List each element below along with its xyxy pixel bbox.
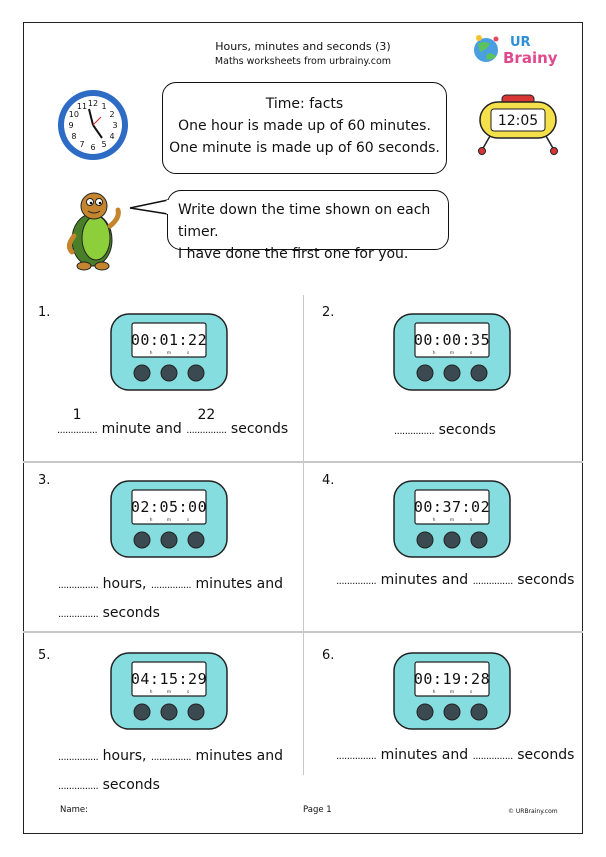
- answer-blank[interactable]: ...............: [394, 426, 435, 437]
- timer-button[interactable]: [134, 365, 150, 381]
- timer-unit-label: m: [166, 690, 172, 695]
- worksheet-subtitle: Maths worksheets from urbrainy.com: [214, 56, 392, 67]
- answer-blank[interactable]: ...............: [336, 751, 377, 762]
- answer-text: minutes and: [195, 748, 284, 764]
- instruction-line-1: Write down the time shown on each timer.: [178, 202, 431, 240]
- facts-line-1: One hour is made up of 60 minutes.: [178, 118, 431, 134]
- clock-number: 3: [112, 121, 118, 130]
- timer-button[interactable]: [444, 704, 460, 720]
- answer-text: minutes and: [380, 747, 469, 763]
- answer-line: [336, 572, 574, 588]
- instruction-speech-bubble: [167, 190, 449, 262]
- timer-unit-label: h: [432, 690, 436, 695]
- timer-button[interactable]: [161, 704, 177, 720]
- timer-button[interactable]: [471, 704, 487, 720]
- timer-button[interactable]: [188, 365, 204, 381]
- digital-timer: [393, 480, 511, 558]
- clock-number: 9: [68, 121, 74, 130]
- timer-button[interactable]: [161, 365, 177, 381]
- clock-number: 10: [68, 110, 79, 119]
- answer-text: minutes and: [195, 576, 284, 592]
- answer-line: [336, 747, 574, 763]
- question-number: 4.: [322, 473, 335, 488]
- timer-display: 02:05:00: [130, 498, 208, 516]
- grid-divider-vertical: [303, 295, 304, 775]
- timer-button[interactable]: [471, 532, 487, 548]
- timer-display: 04:15:29: [130, 670, 208, 688]
- timer-button[interactable]: [188, 532, 204, 548]
- answer-blank[interactable]: ...............: [336, 576, 377, 587]
- handwritten-answer: 1: [72, 407, 82, 423]
- answer-blank[interactable]: ...............: [58, 580, 99, 591]
- timer-button[interactable]: [417, 704, 433, 720]
- answer-text: seconds: [517, 747, 575, 763]
- worksheet-title: Hours, minutes and seconds (3): [215, 40, 391, 53]
- timer-display: 00:01:22: [130, 331, 208, 349]
- answer-blank[interactable]: ...............: [58, 609, 99, 620]
- timer-unit-label: m: [166, 518, 172, 523]
- answer-line: [58, 605, 160, 621]
- digital-timer: [110, 313, 228, 391]
- answer-text: seconds: [102, 777, 160, 793]
- grid-divider-horizontal-2: [23, 631, 583, 633]
- alarm-clock-time: 12:05: [497, 113, 539, 129]
- digital-timer: [110, 480, 228, 558]
- timer-unit-label: m: [449, 690, 455, 695]
- answer-text: minute and: [101, 421, 182, 437]
- answer-blank[interactable]: ...............: [472, 751, 513, 762]
- answer-line: [57, 407, 289, 437]
- clock-number: 7: [79, 140, 85, 150]
- clock-number: 1: [101, 101, 107, 111]
- timer-unit-label: s: [186, 690, 190, 695]
- analog-clock-icon: [55, 87, 131, 163]
- answer-text: seconds: [438, 422, 496, 438]
- timer-unit-label: s: [469, 351, 473, 356]
- timer-button[interactable]: [134, 704, 150, 720]
- timer-unit-label: h: [432, 351, 436, 356]
- timer-button[interactable]: [188, 704, 204, 720]
- timer-display: 00:00:35: [413, 331, 491, 349]
- question-number: 1.: [38, 305, 51, 320]
- logo-text-brainy: Brainy: [503, 49, 558, 67]
- answer-blank[interactable]: ...............: [57, 425, 98, 436]
- timer-unit-label: s: [469, 518, 473, 523]
- instruction-line-2: I have done the first one for you.: [178, 246, 409, 262]
- timer-unit-label: s: [186, 351, 190, 356]
- digital-timer: [110, 652, 228, 730]
- urbrainy-logo: [470, 30, 565, 70]
- timer-button[interactable]: [444, 532, 460, 548]
- facts-title: Time: facts: [265, 96, 344, 112]
- answer-text: seconds: [230, 421, 289, 437]
- digital-timer: [393, 313, 511, 391]
- timer-unit-label: m: [166, 351, 172, 356]
- question-number: 2.: [322, 305, 335, 320]
- answer-text: hours,: [102, 576, 147, 592]
- answer-text: seconds: [102, 605, 160, 621]
- timer-button[interactable]: [134, 532, 150, 548]
- timer-button[interactable]: [444, 365, 460, 381]
- timer-unit-label: m: [449, 518, 455, 523]
- turtle-mascot-icon: [60, 190, 130, 272]
- answer-line: [58, 576, 283, 592]
- answer-blank[interactable]: ...............: [150, 580, 192, 591]
- timer-unit-label: h: [149, 351, 153, 356]
- clock-number: 4: [109, 132, 115, 141]
- answer-blank[interactable]: ...............: [58, 752, 99, 763]
- answer-text: minutes and: [380, 572, 469, 588]
- timer-unit-label: s: [186, 518, 190, 523]
- timer-display: 00:19:28: [413, 670, 491, 688]
- timer-display: 00:37:02: [413, 498, 491, 516]
- grid-divider-horizontal-1: [23, 461, 583, 463]
- clock-number: 6: [90, 143, 96, 152]
- logo-text-ur: UR: [510, 35, 531, 50]
- clock-number: 8: [71, 132, 77, 141]
- timer-button[interactable]: [161, 532, 177, 548]
- timer-unit-label: h: [432, 518, 436, 523]
- timer-unit-label: m: [449, 351, 455, 356]
- clock-number: 5: [101, 140, 107, 150]
- handwritten-answer: 22: [197, 407, 216, 423]
- alarm-clock-icon: [478, 94, 558, 156]
- footer-page-number: Page 1: [303, 805, 332, 815]
- answer-blank[interactable]: ...............: [472, 576, 513, 587]
- digital-timer: [393, 652, 511, 730]
- question-number: 3.: [38, 473, 51, 488]
- timer-unit-label: s: [469, 690, 473, 695]
- clock-number: 12: [87, 99, 99, 108]
- clock-number: 2: [109, 110, 115, 119]
- answer-blank[interactable]: ...............: [150, 752, 192, 763]
- timer-button[interactable]: [471, 365, 487, 381]
- timer-unit-label: h: [149, 518, 153, 523]
- footer-copyright: © URBrainy.com: [508, 808, 558, 815]
- question-number: 5.: [38, 648, 51, 663]
- footer-name-label: Name:: [60, 805, 88, 815]
- answer-blank[interactable]: ...............: [186, 425, 227, 436]
- answer-blank[interactable]: ...............: [58, 781, 99, 792]
- answer-text: seconds: [517, 572, 575, 588]
- question-number: 6.: [322, 648, 335, 663]
- facts-speech-bubble: [162, 82, 447, 174]
- speech-bubble-tail: [128, 196, 170, 218]
- answer-line: [394, 422, 496, 438]
- timer-button[interactable]: [417, 532, 433, 548]
- timer-button[interactable]: [417, 365, 433, 381]
- clock-number: 11: [76, 101, 88, 111]
- facts-line-2: One minute is made up of 60 seconds.: [169, 140, 440, 156]
- answer-text: hours,: [102, 748, 147, 764]
- timer-unit-label: h: [149, 690, 153, 695]
- globe-icon: [474, 38, 498, 62]
- answer-line: [58, 748, 283, 764]
- answer-line: [58, 777, 160, 793]
